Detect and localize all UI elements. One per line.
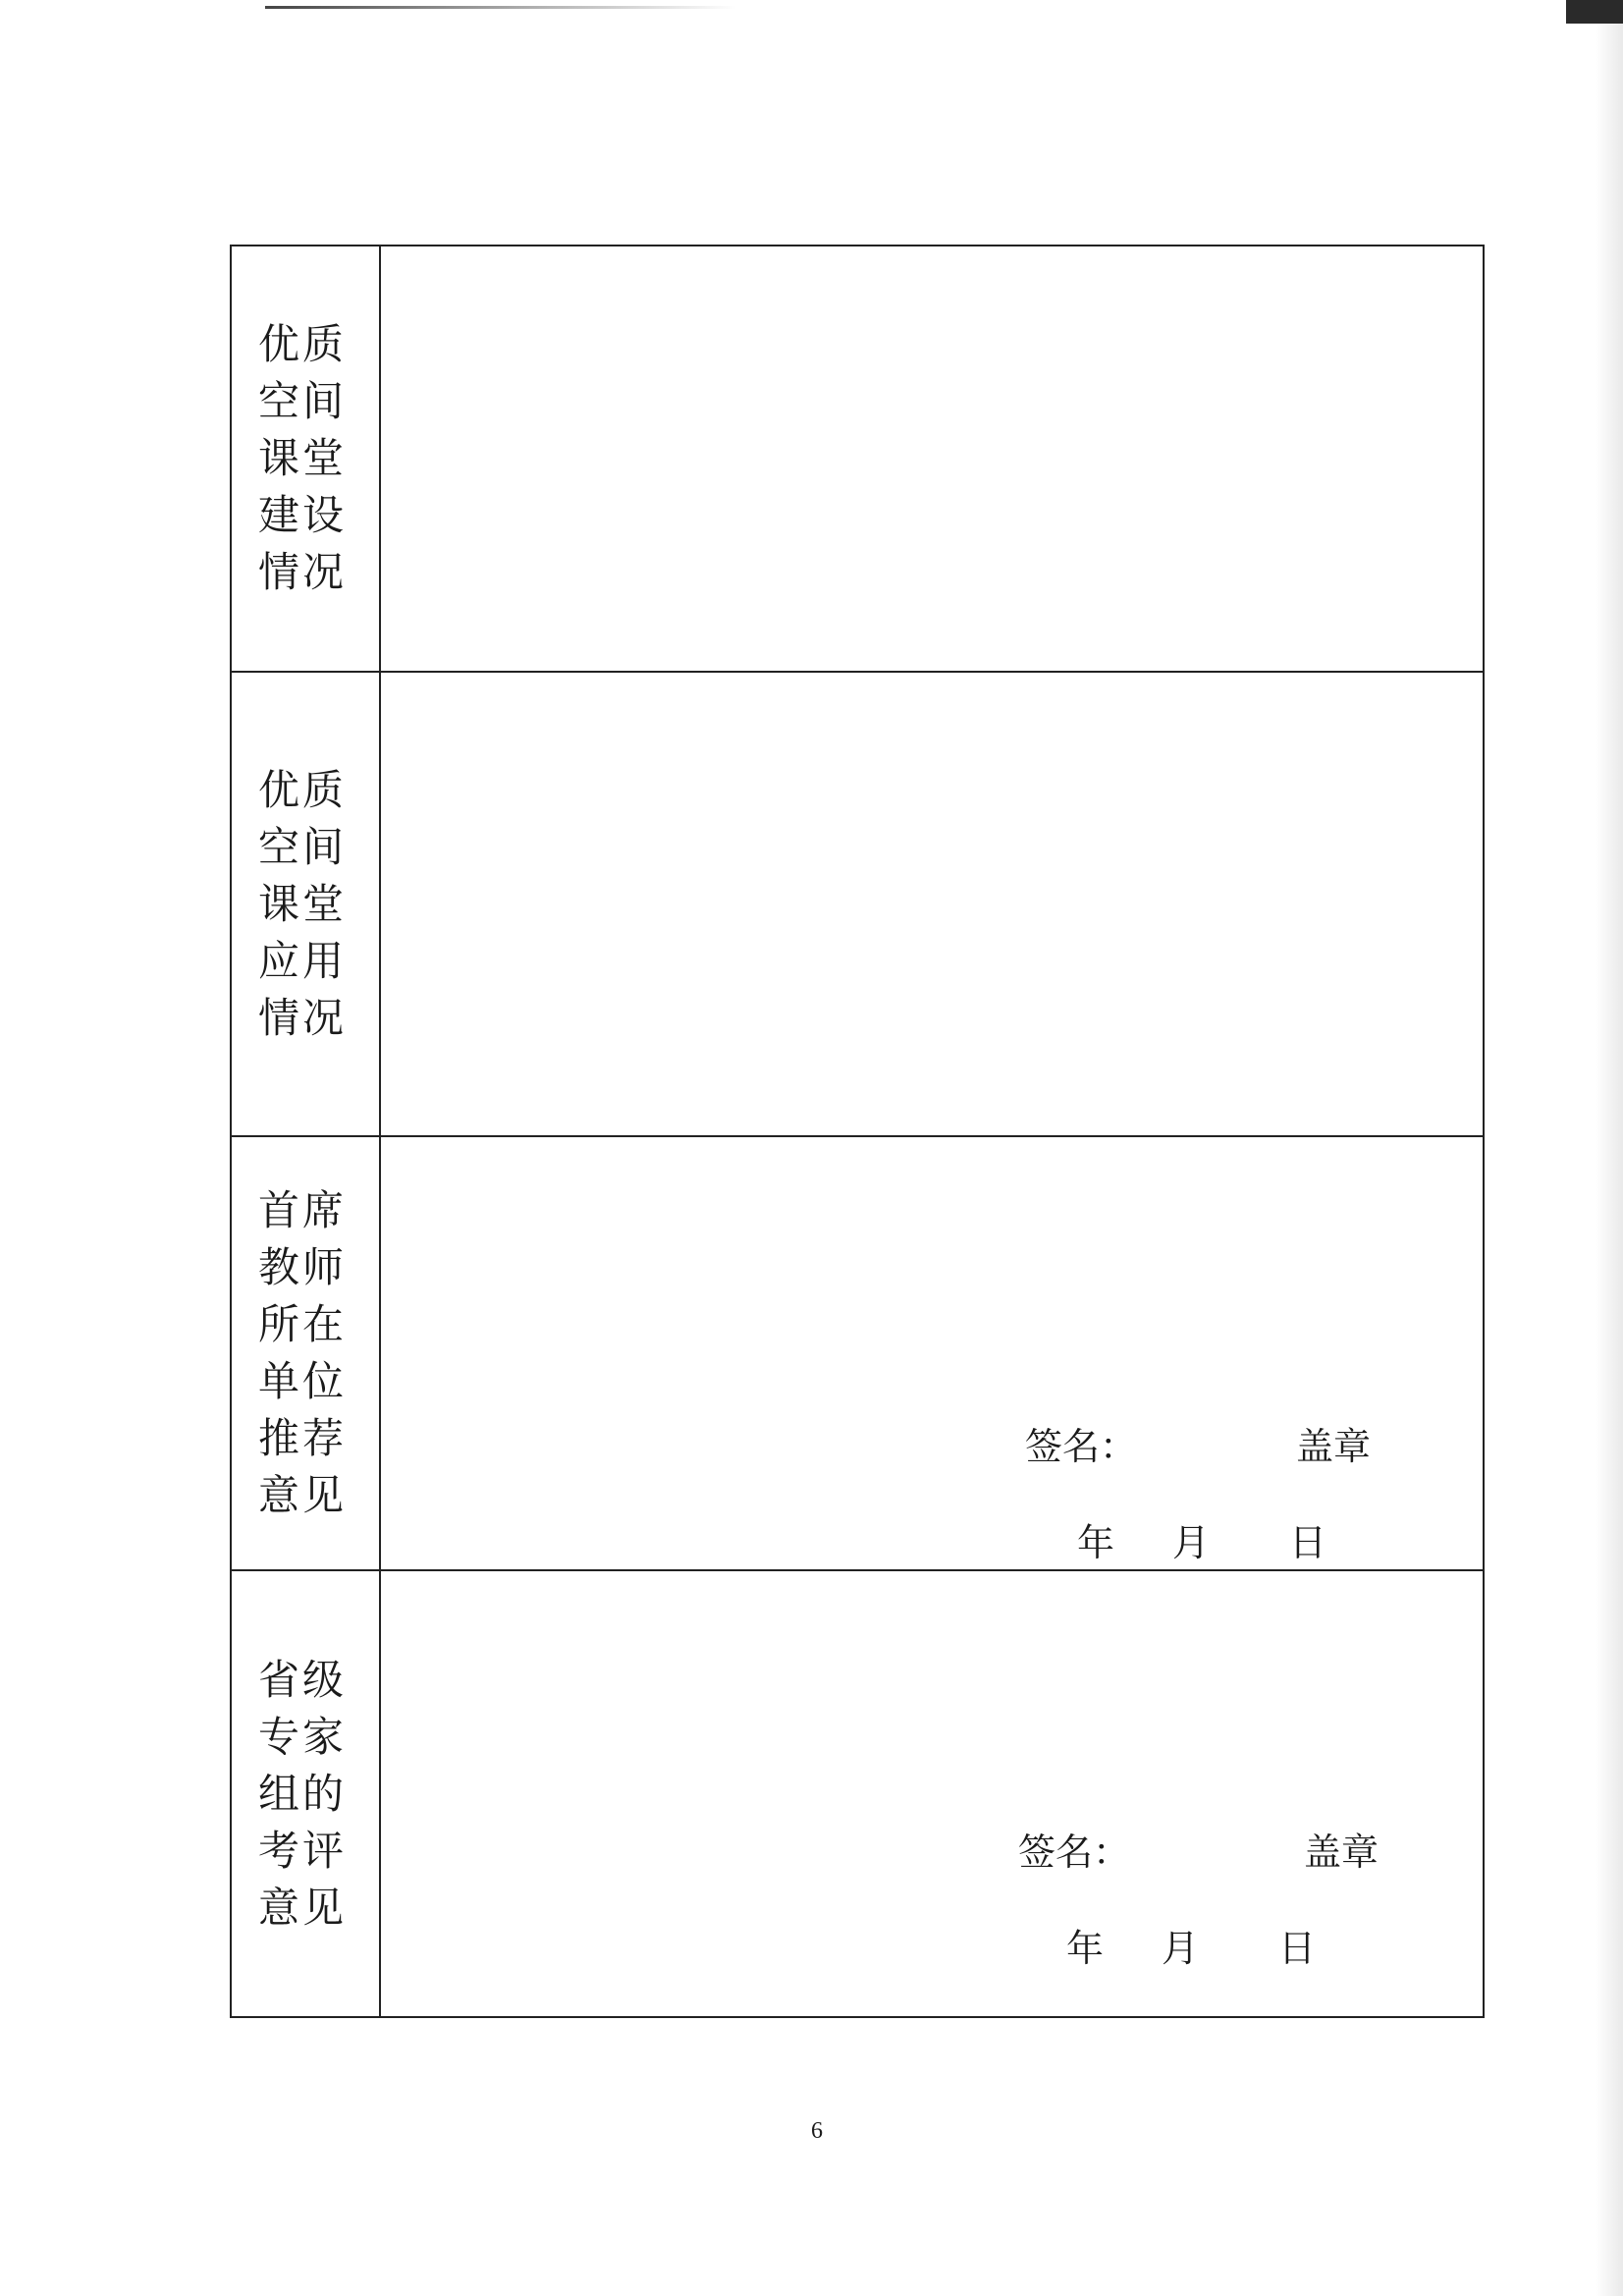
row-label: 优质空间课堂应用情况 — [258, 765, 348, 1042]
row-label-cell — [232, 1571, 381, 2016]
row-label: 省级专家组的考评意见 — [258, 1655, 348, 1932]
signature-label: 签名： — [1025, 1425, 1138, 1468]
expert-review-content-cell — [381, 1571, 1483, 2016]
date-month-label: 月 — [1162, 1927, 1200, 1970]
date-year-label: 年 — [1066, 1927, 1105, 1970]
scan-edge-line — [265, 6, 736, 9]
form-row-expert-review — [232, 1569, 1483, 2016]
signature-label: 签名： — [1018, 1831, 1131, 1874]
date-month-label: 月 — [1172, 1521, 1211, 1564]
form-row-application — [232, 671, 1483, 1135]
date-day-label: 日 — [1278, 1927, 1317, 1970]
construction-content-cell — [381, 246, 1483, 671]
application-content-cell — [381, 673, 1483, 1135]
row-label-cell — [232, 1137, 381, 1569]
seal-label: 盖章 — [1296, 1425, 1372, 1468]
scan-edge-shadow — [1596, 24, 1623, 2296]
evaluation-form-table — [230, 245, 1485, 2018]
row-label-cell — [232, 246, 381, 671]
page-number: 6 — [811, 2118, 823, 2144]
row-label-cell — [232, 673, 381, 1135]
form-row-construction — [232, 246, 1483, 671]
date-year-label: 年 — [1077, 1521, 1115, 1564]
seal-label: 盖章 — [1304, 1831, 1380, 1874]
scan-corner-mark — [1566, 0, 1623, 24]
row-label: 优质空间课堂建设情况 — [258, 320, 348, 596]
form-row-unit-recommendation — [232, 1135, 1483, 1569]
unit-recommendation-content-cell — [381, 1137, 1483, 1569]
date-day-label: 日 — [1289, 1521, 1327, 1564]
row-label: 首席教师所在单位推荐意见 — [258, 1186, 348, 1519]
